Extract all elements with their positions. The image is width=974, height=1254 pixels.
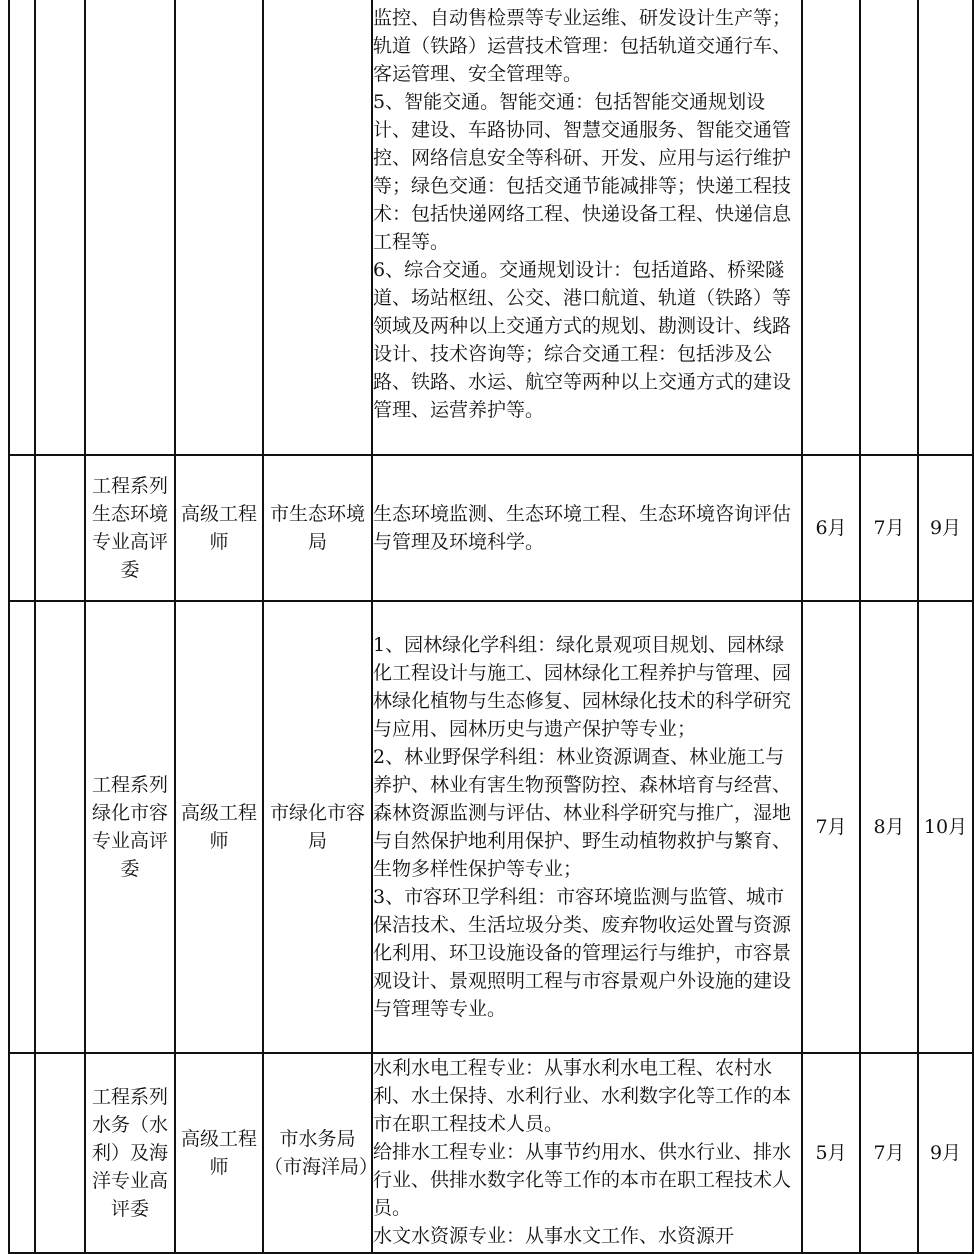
scope-paragraph: 水文水资源专业：从事水文工作、水资源开 bbox=[373, 1225, 735, 1247]
month-value: 7月 bbox=[815, 816, 847, 838]
scope-paragraph: 给排水工程专业：从事节约用水、供水行业、排水行业、供排水数字化等工作的本市在职工程技术人员。 bbox=[373, 1141, 792, 1219]
department: 市生态环境局 bbox=[269, 503, 365, 553]
department-cell bbox=[263, 1053, 379, 1253]
scope-paragraph: 监控、自动售检票等专业运维、研发设计生产等；轨道（铁路）运营技术管理：包括轨道交通行车、客运管理、安全管理等。 bbox=[373, 7, 792, 85]
committee-name-cell bbox=[85, 0, 175, 455]
month-cell bbox=[918, 0, 973, 455]
title-level-cell bbox=[175, 455, 263, 601]
month-value: 7月 bbox=[873, 1142, 905, 1164]
scope-paragraph: 5、智能交通。智能交通：包括智能交通规划设计、建设、车路协同、智慧交通服务、智能交通管控、网络信息安全等科研、开发、应用与运行维护等；绿色交通：包括交通节能减排等；快递工程技术：包括快递网络工程、快递设备工程、快递信息工程等。 bbox=[373, 91, 792, 253]
committee-name-cell bbox=[85, 455, 175, 601]
title-level-cell bbox=[175, 1053, 263, 1253]
category-cell bbox=[35, 601, 85, 1053]
category-cell bbox=[35, 0, 85, 455]
scope-paragraph: 6、综合交通。交通规划设计：包括道路、桥梁隧道、场站枢纽、公交、港口航道、轨道（铁路）等领域及两种以上交通方式的规划、勘测设计、线路设计、技术咨询等；综合交通工程：包括涉及公路、铁路、水运、航空等两种以上交通方式的建设管理、运营养护等。 bbox=[373, 259, 792, 421]
scope-cell bbox=[372, 0, 802, 455]
month-value: 9月 bbox=[929, 1142, 962, 1164]
month-value: 10月 bbox=[923, 816, 968, 838]
table-row bbox=[9, 0, 973, 455]
month-cell bbox=[918, 455, 973, 601]
month-cell bbox=[802, 455, 860, 601]
scope-paragraph: 2、林业野保学科组：林业资源调查、林业施工与养护、林业有害生物预警防控、森林培育与经营、森林资源监测与评估、林业科学研究与推广，湿地与自然保护地利用保护、野生动植物救护与繁育、生物多样性保护等专业； bbox=[373, 746, 792, 880]
committee-name-cell bbox=[85, 601, 175, 1053]
month-cell bbox=[918, 1053, 973, 1253]
month-value: 9月 bbox=[929, 517, 962, 539]
evaluation-committee-table bbox=[8, 0, 974, 1254]
scope-cell bbox=[372, 455, 802, 601]
table-row bbox=[9, 601, 973, 1053]
month-cell bbox=[918, 601, 973, 1053]
scope-cell bbox=[372, 601, 802, 1053]
committee-name-cell bbox=[85, 1053, 175, 1253]
month-cell bbox=[860, 1053, 918, 1253]
index-cell bbox=[9, 601, 35, 1053]
department-cell bbox=[263, 0, 372, 455]
month-value: 8月 bbox=[873, 816, 905, 838]
category-cell bbox=[35, 1053, 85, 1253]
department-cell bbox=[263, 601, 372, 1053]
scope-paragraph: 3、市容环卫学科组：市容环境监测与监管、城市保洁技术、生活垃圾分类、废弃物收运处置与资源化利用、环卫设施设备的管理运行与维护，市容景观设计、景观照明工程与市容景观户外设施的建设与管理等专业。 bbox=[373, 886, 792, 1020]
table-row bbox=[9, 1053, 973, 1253]
month-value: 6月 bbox=[815, 517, 847, 539]
department-cell bbox=[263, 455, 372, 601]
month-cell bbox=[802, 1053, 860, 1253]
title-level: 高级工程师 bbox=[180, 802, 257, 852]
scope-paragraph: 1、园林绿化学科组：绿化景观项目规划、园林绿化工程设计与施工、园林绿化工程养护与管理、园林绿化植物与生态修复、园林绿化技术的科学研究与应用、园林历史与遗产保护等专业； bbox=[373, 634, 792, 740]
table-row bbox=[9, 455, 973, 601]
title-level: 高级工程师 bbox=[180, 503, 257, 553]
month-cell bbox=[802, 601, 860, 1053]
department: 市水务局（市海洋局） bbox=[264, 1128, 379, 1178]
month-cell bbox=[860, 601, 918, 1053]
department: 市绿化市容局 bbox=[269, 802, 365, 852]
committee-name: 工程系列生态环境专业高评委 bbox=[91, 475, 168, 581]
month-value: 5月 bbox=[815, 1142, 847, 1164]
category-cell bbox=[35, 455, 85, 601]
title-level-cell bbox=[175, 0, 263, 455]
scope-cell bbox=[372, 1053, 802, 1253]
title-level-cell bbox=[175, 601, 263, 1053]
title-level: 高级工程师 bbox=[180, 1128, 257, 1178]
scope-paragraph: 水利水电工程专业：从事水利水电工程、农村水利、水土保持、水利行业、水利数字化等工作的本市在职工程技术人员。 bbox=[373, 1057, 792, 1135]
month-cell bbox=[860, 0, 918, 455]
month-cell bbox=[860, 455, 918, 601]
scope-paragraph: 生态环境监测、生态环境工程、生态环境咨询评估与管理及环境科学。 bbox=[373, 503, 792, 553]
committee-name: 工程系列水务（水利）及海洋专业高评委 bbox=[91, 1086, 168, 1220]
index-cell bbox=[9, 455, 35, 601]
index-cell bbox=[9, 1053, 35, 1253]
index-cell bbox=[9, 0, 35, 455]
month-cell bbox=[802, 0, 860, 455]
committee-name: 工程系列绿化市容专业高评委 bbox=[91, 774, 168, 880]
month-value: 7月 bbox=[873, 517, 905, 539]
